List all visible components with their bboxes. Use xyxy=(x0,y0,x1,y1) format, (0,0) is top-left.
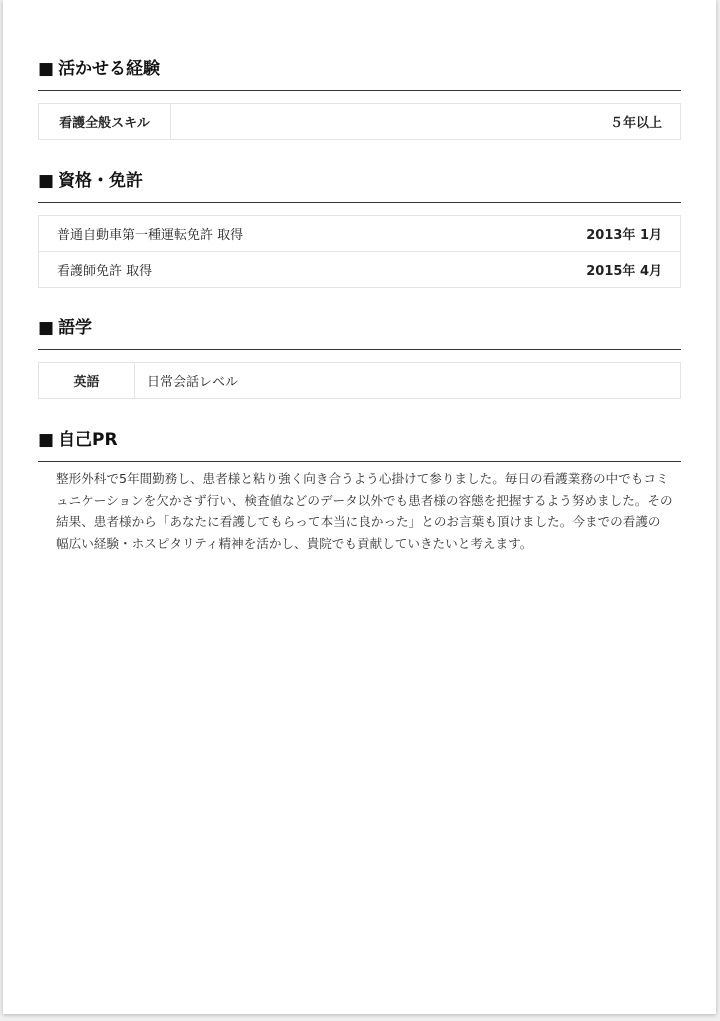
license-date: 2013年 1月 xyxy=(586,228,662,243)
square-bullet-icon: ■ xyxy=(38,171,55,191)
experience-table xyxy=(38,103,681,140)
licenses-title: 資格・免許 xyxy=(58,171,144,191)
square-bullet-icon: ■ xyxy=(38,59,55,79)
section-divider xyxy=(38,202,681,203)
square-bullet-icon: ■ xyxy=(38,430,55,450)
languages-title: 語学 xyxy=(58,318,93,338)
experience-row xyxy=(39,104,680,139)
skill-duration: ５年以上 xyxy=(609,116,662,131)
self-pr-heading xyxy=(38,429,681,451)
language-row xyxy=(39,363,680,398)
licenses-table xyxy=(38,215,681,288)
language-name: 英語 xyxy=(39,363,135,398)
licenses-heading xyxy=(38,170,681,192)
resume-page xyxy=(3,0,716,1014)
section-divider xyxy=(38,90,681,91)
license-row xyxy=(39,216,680,251)
experience-heading xyxy=(38,58,681,80)
self-pr-section xyxy=(38,429,681,554)
languages-heading xyxy=(38,317,681,339)
languages-section xyxy=(38,317,681,399)
square-bullet-icon: ■ xyxy=(38,318,55,338)
experience-section xyxy=(38,58,681,140)
license-name: 普通自動車第一種運転免許 取得 xyxy=(57,228,244,243)
license-row xyxy=(39,251,680,287)
skill-label: 看護全般スキル xyxy=(39,104,171,139)
licenses-section xyxy=(38,170,681,288)
experience-title: 活かせる経験 xyxy=(58,59,161,79)
section-divider xyxy=(38,349,681,350)
language-level: 日常会話レベル xyxy=(147,375,239,390)
self-pr-text: 整形外科で5年間勤務し、患者様と粘り強く向き合うよう心掛けて参りました。毎日の看護業務の中でもコミュニケーションを欠かさず行い、検査値などのデータ以外でも患者様の容態を把握するよう努めました。その結果、患者様から「あなたに看護してもらって本当に良かった」とのお言葉も頂けました。今までの看護の幅広い経験・ホスピタリティ精神を活かし、貴院でも貢献していきたいと考えます。 xyxy=(56,471,673,551)
languages-table xyxy=(38,362,681,399)
license-name: 看護師免許 取得 xyxy=(57,264,153,279)
self-pr-title: 自己PR xyxy=(58,430,118,450)
license-date: 2015年 4月 xyxy=(586,264,662,279)
